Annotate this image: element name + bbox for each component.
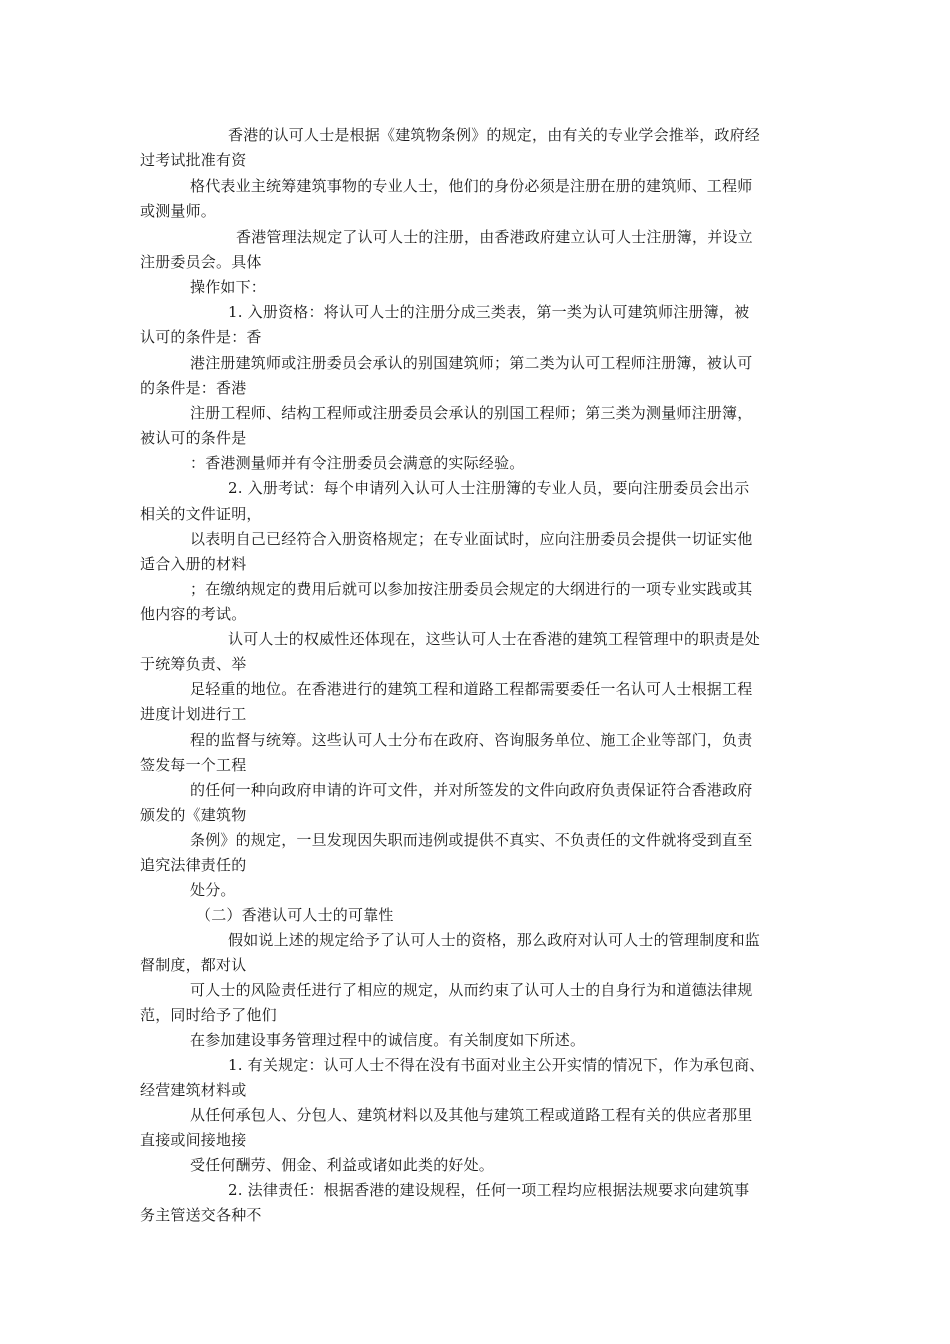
text-line: 2. 法律责任：根据香港的建设规程，任何一项工程均应根据法规要求向建筑事 — [228, 1181, 750, 1199]
text-line: 可人士的风险责任进行了相应的规定，从而约束了认可人士的自身行为和道德法律规 — [190, 981, 753, 999]
text-line: ：香港测量师并有令注册委员会满意的实际经验。 — [190, 454, 525, 472]
text-line: 他内容的考试。 — [140, 605, 247, 623]
text-line: 认可人士的权威性还体现在，这些认可人士在香港的建筑工程管理中的职责是处 — [228, 630, 761, 648]
text-line: 或测量师。 — [140, 202, 217, 220]
text-line: 2. 入册考试：每个申请列入认可人士注册簿的专业人员，要向注册委员会出示 — [228, 479, 750, 497]
text-line: 在参加建设事务管理过程中的诚信度。有关制度如下所述。 — [190, 1031, 586, 1049]
text-line: 处分。 — [190, 881, 236, 899]
text-line: 的条件是：香港 — [140, 379, 247, 397]
text-line: 1. 有关规定：认可人士不得在没有书面对业主公开实情的情况下，作为承包商、 — [228, 1056, 765, 1074]
text-line: 香港的认可人士是根据《建筑物条例》的规定，由有关的专业学会推举，政府经 — [228, 126, 761, 144]
text-line: 务主管送交各种不 — [140, 1206, 262, 1224]
text-line: 注册委员会。具体 — [140, 253, 262, 271]
text-line: 督制度，都对认 — [140, 956, 247, 974]
text-line: 假如说上述的规定给予了认可人士的资格，那么政府对认可人士的管理制度和监 — [228, 931, 761, 949]
text-line: 被认可的条件是 — [140, 429, 247, 447]
text-line: 范，同时给予了他们 — [140, 1006, 277, 1024]
text-line: 认可的条件是：香 — [140, 328, 262, 346]
text-line: 格代表业主统筹建筑事物的专业人士，他们的身份必须是注册在册的建筑师、工程师 — [190, 177, 753, 195]
text-line: 足轻重的地位。在香港进行的建筑工程和道路工程都需要委任一名认可人士根据工程 — [190, 680, 753, 698]
text-line: 以表明自己已经符合入册资格规定；在专业面试时，应向注册委员会提供一切证实他 — [190, 530, 753, 548]
section-heading: （二）香港认可人士的可靠性 — [196, 906, 394, 924]
text-line: 香港管理法规定了认可人士的注册，由香港政府建立认可人士注册簿，并设立 — [236, 228, 753, 246]
text-line: 受任何酬劳、佣金、利益或诸如此类的好处。 — [190, 1156, 495, 1174]
text-line: 追究法律责任的 — [140, 856, 247, 874]
text-line: 条例》的规定，一旦发现因失职而违例或提供不真实、不负责任的文件就将受到直至 — [190, 831, 753, 849]
text-line: 颁发的《建筑物 — [140, 806, 247, 824]
text-line: 经营建筑材料或 — [140, 1081, 247, 1099]
text-line: 适合入册的材料 — [140, 555, 247, 573]
text-line: 注册工程师、结构工程师或注册委员会承认的别国工程师；第三类为测量师注册簿， — [190, 404, 753, 422]
text-line: 过考试批准有资 — [140, 151, 247, 169]
text-line: 1. 入册资格：将认可人士的注册分成三类表，第一类为认可建筑师注册簿，被 — [228, 303, 750, 321]
text-line: 操作如下： — [190, 278, 267, 296]
text-line: 签发每一个工程 — [140, 756, 247, 774]
text-line: 程的监督与统筹。这些认可人士分布在政府、咨询服务单位、施工企业等部门，负责 — [190, 731, 753, 749]
text-line: 直接或间接地接 — [140, 1131, 247, 1149]
text-line: 从任何承包人、分包人、建筑材料以及其他与建筑工程或道路工程有关的供应者那里 — [190, 1106, 753, 1124]
text-line: 相关的文件证明， — [140, 505, 262, 523]
text-line: 进度计划进行工 — [140, 705, 247, 723]
text-line: ；在缴纳规定的费用后就可以参加按注册委员会规定的大纲进行的一项专业实践或其 — [190, 580, 753, 598]
text-line: 的任何一种向政府申请的许可文件，并对所签发的文件向政府负责保证符合香港政府 — [190, 781, 753, 799]
text-line: 港注册建筑师或注册委员会承认的别国建筑师；第二类为认可工程师注册簿，被认可 — [190, 354, 753, 372]
text-line: 于统筹负责、举 — [140, 655, 247, 673]
